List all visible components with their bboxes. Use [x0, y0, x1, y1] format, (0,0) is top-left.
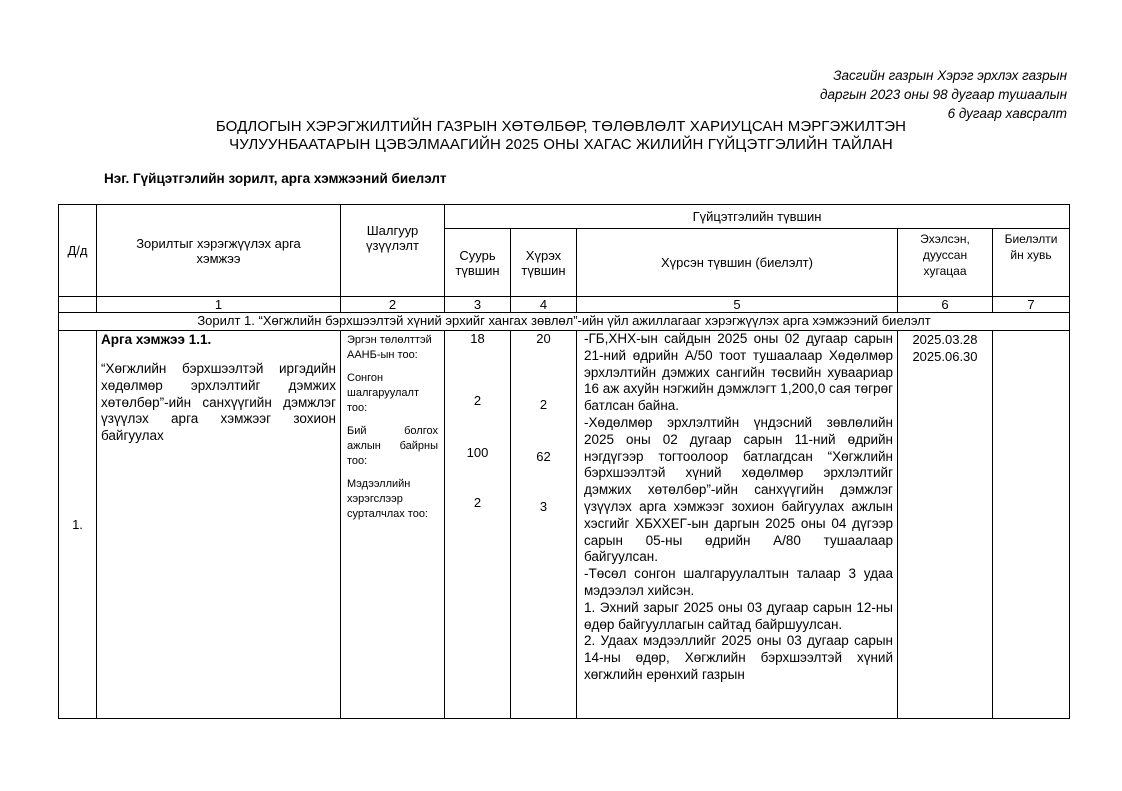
header-indicator: Шалгуур үзүүлэлт	[341, 205, 445, 297]
indicator-3: Бий болгох ажлын байрны тоо:	[347, 425, 438, 467]
goal-row	[59, 313, 1070, 331]
header-measure: Зорилтыг хэрэгжүүлэх арга хэмжээ	[97, 205, 341, 297]
header-row-1	[59, 205, 1070, 229]
base-value-3: 100	[466, 445, 489, 460]
goal-text: Зорилт 1. “Хөгжлийн бэрхшээлтэй хүний эрхийг хангах зөвлөл”-ийн үйл ажиллагааг хэрэгжүүлэх арга хэмжээний биелэлт	[59, 313, 1070, 331]
col-number-5: 5	[577, 297, 898, 313]
approval-line-3: 6 дугаар хавсралт	[947, 106, 1067, 121]
achieved-paragraph-1: -ГБ,ХНХ-ын сайдын 2025 оны 02 дугаар сарын 21-ний өдрийн А/50 тоот тушаалаар Хөдөлмөр эрхлэлтийн дэмжих сангийн төсвийн хуваариар 16 аж ахуйн нэгжийн дэмжлэгт 1,200,0 сая төгрөг батлсан байна.	[584, 331, 893, 414]
col-number-4: 4	[511, 297, 577, 313]
period-cell	[898, 331, 993, 719]
achieved-paragraph-3: -Төсөл сонгон шалгаруулалтын талаар 3 удаа мэдээлэл хийсэн.	[584, 566, 893, 598]
report-title-line-2: ЧУЛУУНБААТАРЫН ЦЭВЭЛМААГИЙН 2025 ОНЫ ХАГАС ЖИЛИЙН ГҮЙЦЭТГЭЛИЙН ТАЙЛАН	[229, 136, 893, 153]
indicator-2: Сонгон шалгаруулалт тоо:	[347, 372, 419, 414]
row-number: 1.	[59, 331, 97, 719]
header-dd: Д/д	[59, 205, 97, 297]
achieved-paragraph-5: 2. Удаах мэдээллийг 2025 оны 03 дугаар сарын 14-ны өдөр, Хөгжлийн бэрхшээлтэй хүний хөгжлийн ерөнхий газрын	[584, 633, 893, 682]
col-number-2: 2	[341, 297, 445, 313]
approval-note	[820, 66, 1067, 123]
base-value-2: 2	[473, 393, 482, 408]
col-number-6: 6	[898, 297, 993, 313]
percent-cell	[993, 331, 1070, 719]
approval-line-2: даргын 2023 оны 98 дугаар тушаалын	[819, 87, 1067, 102]
base-value-4: 2	[473, 495, 482, 510]
header-percent: Биелэлти йн хувь	[993, 229, 1070, 297]
col-number-7: 7	[993, 297, 1070, 313]
report-title-line-1: БОДЛОГЫН ХЭРЭГЖИЛТИЙН ГАЗРЫН ХӨТӨЛБӨР, ТӨЛӨВЛӨЛТ ХАРИУЦСАН МЭРГЭЖИЛТЭН	[215, 118, 907, 135]
target-value-4: 3	[539, 499, 548, 514]
table-row	[59, 331, 1070, 719]
header-base: Суурь түвшин	[445, 229, 511, 297]
achieved-paragraph-4: 1. Эхний зарыг 2025 оны 03 дугаар сарын 12-ны өдөр байгууллагын сайтад байршуулсан.	[584, 599, 893, 632]
header-period: Эхэлсэн, дууссан хугацаа	[898, 229, 993, 297]
measure-text: “Хөгжлийн бэрхшээлтэй иргэдийн хөдөлмөр эрхлэлтийг дэмжих хөтөлбөр”-ийн санхүүгийн дэмжлэг үзүүлэх арга хэмжээг зохион байгуулах	[101, 361, 336, 444]
base-cell	[445, 331, 511, 719]
section-heading: Нэг. Гүйцэтгэлийн зорилт, арга хэмжээний биелэлт	[104, 171, 447, 186]
period-end: 2025.06.30	[912, 349, 978, 364]
target-value-1: 20	[536, 331, 551, 346]
col-number-3: 3	[445, 297, 511, 313]
performance-table	[58, 204, 1070, 719]
achieved-paragraph-2: -Хөдөлмөр эрхлэлтийн үндэсний зөвлөлийн 2025 оны 02 дугаар сарын 11-ний өдрийн нэгдүгээр тогтоолоор батлагдсан “Хөгжлийн бэрхшээлтэй хүний хөдөлмөр эрхлэлтийг дэмжих хөтөлбөр”-ийн санхүүгийн дэмжлэг үзүүлэх арга хэмжээг зохион байгуулах ажлын хэсгийг ХБХХЕГ-ын даргын 2025 оны 04 дүгээр сарын 05-ны өдрийн А/80 тушаалаар байгуулсан.	[584, 414, 893, 565]
header-achieved: Хүрсэн түвшин (биелэлт)	[577, 229, 898, 297]
target-value-3: 62	[536, 449, 551, 464]
header-target: Хүрэх түвшин	[511, 229, 577, 297]
measure-title: Арга хэмжээ 1.1.	[101, 332, 212, 347]
column-number-row	[59, 297, 1070, 313]
measure-cell	[97, 331, 341, 719]
base-value-1: 18	[470, 331, 485, 346]
target-value-2: 2	[539, 397, 548, 412]
header-level: Гүйцэтгэлийн түвшин	[445, 205, 1070, 229]
col-number-blank	[59, 297, 97, 313]
indicator-1: Эргэн төлөлттэй ААНБ-ын тоо:	[347, 334, 432, 361]
approval-line-1: Засгийн газрын Хэрэг эрхлэх газрын	[833, 68, 1067, 83]
period-start: 2025.03.28	[912, 332, 978, 347]
achieved-cell	[577, 331, 898, 719]
target-cell	[511, 331, 577, 719]
report-title	[0, 118, 1122, 154]
indicator-4: Мэдээллийн хэрэгслээр сурталчлах тоо:	[347, 478, 428, 520]
indicator-cell	[341, 331, 445, 719]
col-number-1: 1	[97, 297, 341, 313]
